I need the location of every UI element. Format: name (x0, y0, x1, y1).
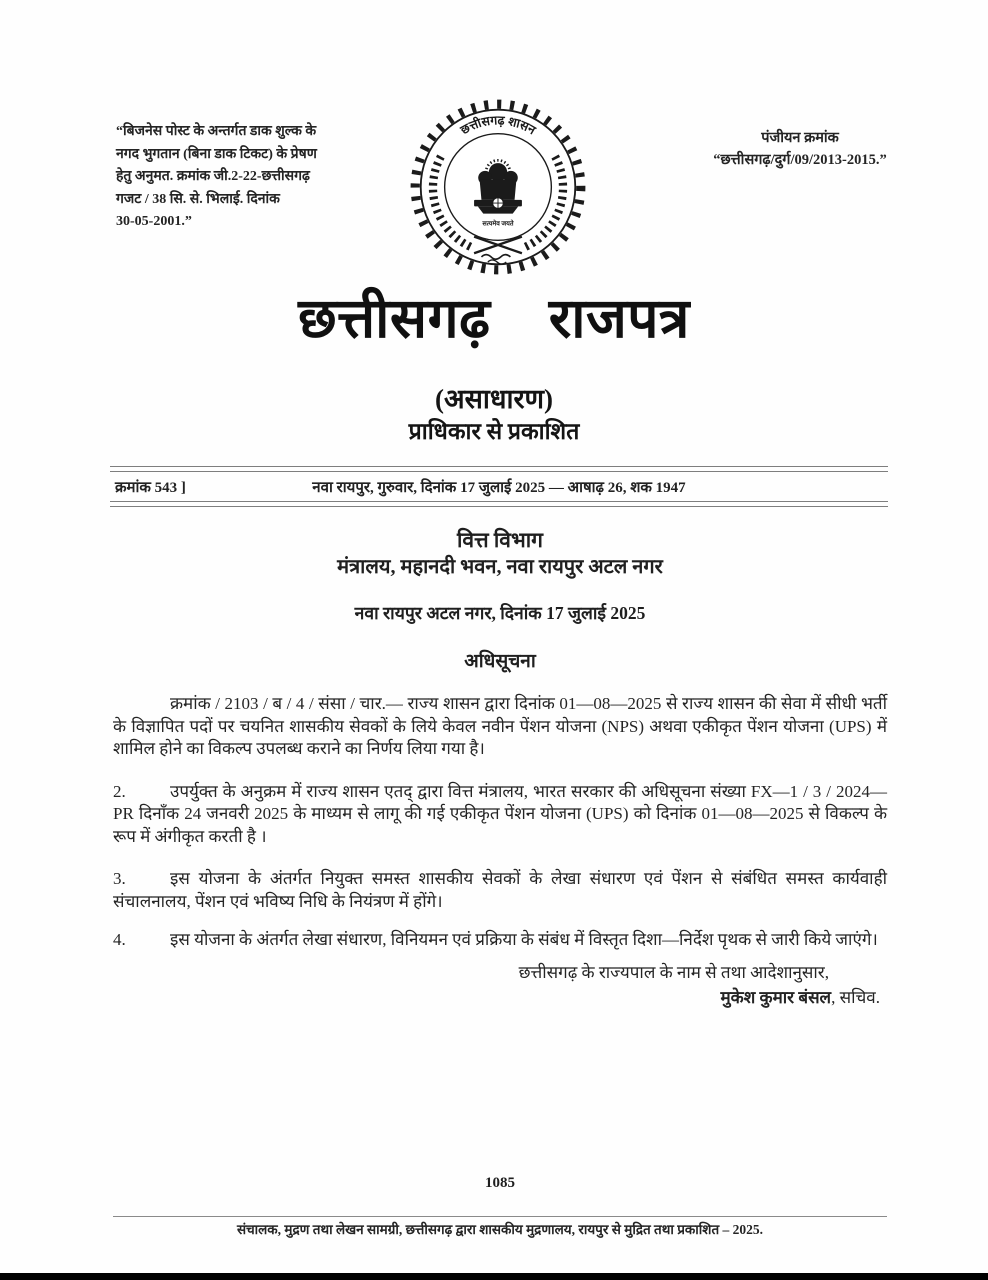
double-rule-bottom (110, 501, 888, 507)
signatory-designation: , सचिव. (831, 988, 880, 1007)
paragraph-number: 2. (113, 781, 126, 801)
place-date-line: नवा रायपुर अटल नगर, दिनांक 17 जुलाई 2025 (354, 603, 646, 623)
issue-info-row (113, 477, 885, 499)
department-name: वित्त विभाग (456, 528, 544, 552)
seal-ring-text: छत्तीसगढ़ शासन (458, 113, 539, 138)
signatory-name: मुकेश कुमार बंसल (720, 988, 832, 1007)
paragraph-text: उपर्युक्त के अनुक्रम में राज्य शासन एतद् द्वारा वित्त मंत्रालय, भारत सरकार की अधिसूचना संख्या FX—1 / 3 / 2024—PR दिनाँक 24 जनवरी 2025 के माध्यम से लागू की गई एकीकृत पेंशन योजना (UPS) को दिनांक 01—08—2025 से विकल्प के रूप में अंगीकृत करती है । (113, 781, 887, 846)
postal-note-line: हेतु अनुमत. क्रमांक जी.2-22-छत्तीसगढ़ (116, 169, 310, 184)
paragraph-3 (113, 868, 887, 913)
edition-label: (असाधारण) (434, 384, 554, 414)
postal-note-line: “बिजनेस पोस्ट के अन्तर्गत डाक शुल्क के (116, 124, 317, 139)
paragraph-2 (113, 781, 887, 849)
postal-note-line: 30-05-2001.” (116, 214, 192, 229)
postal-note-line: नगद भुगतान (बिना डाक टिकट) के प्रेषण (116, 146, 317, 162)
page-number: 1085 (485, 1174, 515, 1191)
registration-number: “छत्तीसगढ़/दुर्ग/09/2013-2015.” (713, 152, 887, 168)
signature-order-line: छत्तीसगढ़ के राज्यपाल के नाम से तथा आदेशानुसार, (518, 962, 829, 982)
registration-label: पंजीयन क्रमांक (761, 130, 839, 146)
issue-serial: क्रमांक 543 ] (115, 480, 186, 496)
chhattisgarh-state-emblem-icon (406, 91, 590, 285)
imprint-rule (113, 1216, 887, 1217)
double-rule-top (110, 466, 888, 472)
paragraph-4 (113, 929, 887, 952)
paragraph-number: 3. (113, 869, 126, 888)
state-seal-icon (406, 91, 590, 283)
department-address: मंत्रालय, महानदी भवन, नवा रायपुर अटल नगर (337, 556, 663, 578)
issue-dateline: नवा रायपुर, गुरुवार, दिनांक 17 जुलाई 2025 — आषाढ़ 26, शक 1947 (312, 480, 686, 496)
postal-permission-note (116, 121, 362, 234)
seal-motto-text: सत्यमेव जयते (482, 220, 514, 228)
postal-note-line: गजट / 38 सि. से. भिलाई. दिनांक (116, 191, 280, 207)
imprint-line: संचालक, मुद्रण तथा लेखन सामग्री, छत्तीसगढ़ द्वारा शासकीय मुद्रणालय, रायपुर से मुद्रित तथा प्रकाशित – 2025. (236, 1221, 764, 1237)
published-by-authority: प्राधिकार से प्रकाशित (408, 419, 580, 444)
notification-body (113, 528, 887, 1240)
signature-name-line (113, 987, 887, 1010)
gazette-title: छत्तीसगढ़ राजपत्र (298, 288, 690, 349)
paragraph-1 (113, 693, 887, 761)
registration-block (648, 127, 952, 171)
paragraph-text: इस योजना के अंतर्गत नियुक्त समस्त शासकीय सेवकों के लेखा संधारण एवं पेंशन से संबंधित समस्त कार्यवाही संचालनालय, पेंशन एवं भविष्य निधि के नियंत्रण में होंगे। (113, 869, 887, 911)
paragraph-text: क्रमांक / 2103 / ब / 4 / संसा / चार.— राज्य शासन द्वारा दिनांक 01—08—2025 से राज्य शासन की सेवा में सीधी भर्ती के विज्ञापित पदों पर चयनित शासकीय सेवकों के लिये केवल नवीन पेंशन योजना (NPS) अथवा एकीकृत पेंशन योजना (UPS) में शामिल होने का विकल्प उपलब्ध कराने का निर्णय लिया गया है। (113, 694, 887, 758)
notification-heading: अधिसूचना (464, 651, 536, 672)
paragraph-text: इस योजना के अंतर्गत लेखा संधारण, विनियमन एवं प्रक्रिया के संबंध में विस्तृत दिशा—निर्देश पृथक से जारी किये जाएंगे। (170, 930, 878, 949)
paragraph-number: 4. (113, 930, 126, 949)
photo-edge-bar (0, 1273, 988, 1280)
